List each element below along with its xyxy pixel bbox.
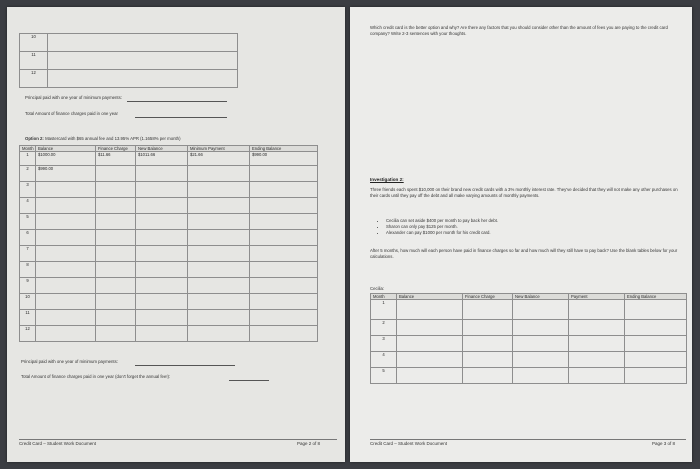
row-month: 4 <box>371 352 397 368</box>
empty-cell[interactable] <box>188 230 250 246</box>
table-row <box>20 152 318 166</box>
empty-cell[interactable] <box>96 230 136 246</box>
empty-cell[interactable] <box>36 278 96 294</box>
empty-cell[interactable] <box>36 246 96 262</box>
row-month: 8 <box>20 262 36 278</box>
row-ending-balance: $990.00 <box>250 152 318 166</box>
empty-cell[interactable] <box>188 246 250 262</box>
table-row <box>20 310 318 326</box>
total-line-2 <box>21 374 170 379</box>
table-row <box>371 300 687 320</box>
left-page <box>7 7 345 462</box>
row-month: 6 <box>20 230 36 246</box>
empty-cell[interactable] <box>250 278 318 294</box>
header-ending-balance: Ending Balance <box>250 146 318 152</box>
table-row <box>20 214 318 230</box>
empty-cell[interactable] <box>250 230 318 246</box>
empty-cell[interactable] <box>250 166 318 182</box>
empty-cell[interactable] <box>36 310 96 326</box>
empty-cell[interactable] <box>397 336 463 352</box>
empty-cell[interactable] <box>397 300 463 320</box>
empty-cell[interactable] <box>250 198 318 214</box>
header-finance-charge: Finance Charge <box>96 146 136 152</box>
empty-cell[interactable] <box>188 294 250 310</box>
table-row <box>20 262 318 278</box>
table-row <box>371 368 687 384</box>
footer-title-right: Credit Card – Student Work Document <box>370 441 447 446</box>
empty-cell[interactable] <box>625 336 687 352</box>
header-balance: Balance <box>36 146 96 152</box>
empty-cell[interactable] <box>136 182 188 198</box>
empty-cell[interactable] <box>96 214 136 230</box>
header-new-balance: New Balance <box>513 294 569 300</box>
empty-cell[interactable] <box>36 198 96 214</box>
top-table <box>19 33 238 88</box>
empty-cell[interactable] <box>188 326 250 342</box>
total-label-1: Total Amount of finance charges paid in one year <box>25 111 118 116</box>
investigation-paragraph: Three friends each spent $10,000 on their brand new credit cards with a 3% monthly interest rate. They've decided that they will not make any other purchases on their cards until they pay off the debt and all make varying amounts of monthly payments. <box>370 187 678 199</box>
option2-label: Option 2: <box>25 136 44 141</box>
empty-cell[interactable] <box>36 182 96 198</box>
empty-cell[interactable] <box>136 294 188 310</box>
row-new-balance: $1011.66 <box>136 152 188 166</box>
empty-cell[interactable] <box>569 352 625 368</box>
empty-cell[interactable] <box>569 336 625 352</box>
row-month: 3 <box>371 336 397 352</box>
footer-title-left: Credit Card – Student Work Document <box>19 441 96 446</box>
empty-cell[interactable] <box>136 326 188 342</box>
empty-cell[interactable] <box>397 368 463 384</box>
table-row <box>20 278 318 294</box>
empty-cell[interactable] <box>569 300 625 320</box>
empty-cell[interactable] <box>188 310 250 326</box>
table-row <box>371 320 687 336</box>
row-finance-charge: $11.66 <box>96 152 136 166</box>
empty-cell[interactable] <box>188 278 250 294</box>
empty-cell[interactable] <box>250 182 318 198</box>
empty-cell[interactable] <box>397 320 463 336</box>
row-month: 10 <box>20 294 36 310</box>
empty-cell[interactable] <box>250 310 318 326</box>
table-row <box>20 230 318 246</box>
empty-cell[interactable] <box>36 230 96 246</box>
empty-cell[interactable] <box>513 320 569 336</box>
empty-cell[interactable] <box>136 166 188 182</box>
empty-cell[interactable] <box>188 198 250 214</box>
table-row <box>371 352 687 368</box>
empty-cell[interactable] <box>96 294 136 310</box>
row-month: 12 <box>20 326 36 342</box>
total-line-1 <box>25 111 118 116</box>
investigation-title: Investigation 2: <box>370 177 404 182</box>
header-finance-charge: Finance Charge <box>463 294 513 300</box>
table-row <box>371 336 687 352</box>
empty-cell[interactable] <box>250 262 318 278</box>
header-balance: Balance <box>397 294 463 300</box>
payment-bullets <box>376 218 682 236</box>
empty-cell[interactable] <box>96 326 136 342</box>
empty-cell[interactable] <box>250 246 318 262</box>
after-paragraph: After 5 months, how much will each person have paid in finance charges so far and how much will they still have to pay back? Use the blank tables below for your calculations. <box>370 248 678 260</box>
row-month: 2 <box>20 166 36 182</box>
row-month: 7 <box>20 246 36 262</box>
table-row <box>20 166 318 182</box>
top-table-month: 12 <box>20 70 48 88</box>
right-page <box>350 7 692 462</box>
empty-cell[interactable] <box>513 368 569 384</box>
empty-cell[interactable] <box>136 230 188 246</box>
question-text: Which credit card is the better option and why? Are there any factors that you should consider other than the amount of fees you are paying to the credit card company? Write 2-3 sentences with your thoughts. <box>370 25 668 37</box>
table-row <box>20 246 318 262</box>
row-month: 1 <box>20 152 36 166</box>
header-month: Month <box>20 146 36 152</box>
table-row <box>20 294 318 310</box>
empty-cell[interactable] <box>569 320 625 336</box>
top-table-cell <box>48 52 238 70</box>
cecilia-table <box>370 293 687 384</box>
bullet-alexander: • Alexander can pay $1000 per month for his credit card. <box>386 230 682 236</box>
row-minimum-payment: $21.66 <box>188 152 250 166</box>
principal-line-1 <box>25 95 122 100</box>
empty-cell[interactable] <box>188 182 250 198</box>
row-month: 1 <box>371 300 397 320</box>
principal-answer-blank-2[interactable] <box>135 365 235 366</box>
empty-cell[interactable] <box>96 246 136 262</box>
header-month: Month <box>371 294 397 300</box>
empty-cell[interactable] <box>250 214 318 230</box>
footer-page-left: Page 2 of 8 <box>297 441 321 446</box>
top-table-cell <box>48 34 238 52</box>
empty-cell[interactable] <box>36 326 96 342</box>
empty-cell[interactable] <box>625 320 687 336</box>
empty-cell[interactable] <box>136 198 188 214</box>
empty-cell[interactable] <box>250 326 318 342</box>
bullet-cecilia: • Cecilia can set aside $400 per month to pay back her debt. <box>386 218 682 224</box>
empty-cell[interactable] <box>136 246 188 262</box>
footer-rule-right <box>370 439 686 440</box>
empty-cell[interactable] <box>463 352 513 368</box>
total-answer-blank-2[interactable] <box>229 380 269 381</box>
option2-table <box>19 145 318 342</box>
empty-cell[interactable] <box>136 310 188 326</box>
empty-cell[interactable] <box>96 182 136 198</box>
empty-cell[interactable] <box>36 262 96 278</box>
table-row <box>20 198 318 214</box>
empty-cell[interactable] <box>463 368 513 384</box>
empty-cell[interactable] <box>96 262 136 278</box>
header-minimum-payment: Minimum Payment <box>188 146 250 152</box>
row-month: 5 <box>20 214 36 230</box>
total-answer-blank-1[interactable] <box>135 117 227 118</box>
empty-cell[interactable] <box>513 352 569 368</box>
empty-cell[interactable] <box>188 214 250 230</box>
principal-label-2: Principal paid with one year of minimum payments: <box>21 359 118 364</box>
row-balance: $1000.00 <box>36 152 96 166</box>
principal-answer-blank-1[interactable] <box>127 101 227 102</box>
table-row <box>20 182 318 198</box>
empty-cell[interactable] <box>136 278 188 294</box>
empty-cell[interactable] <box>96 166 136 182</box>
row-month: 2 <box>371 320 397 336</box>
row-balance: $990.00 <box>36 166 96 182</box>
top-table-month: 10 <box>20 34 48 52</box>
top-table-month: 11 <box>20 52 48 70</box>
principal-label-1: Principal paid with one year of minimum payments: <box>25 95 122 100</box>
option2-description: Mastercard with $65 annual fee and 13.95% APR (1.1658% per month) <box>45 136 181 141</box>
row-month: 11 <box>20 310 36 326</box>
empty-cell[interactable] <box>569 368 625 384</box>
table-row <box>20 326 318 342</box>
empty-cell[interactable] <box>96 310 136 326</box>
empty-cell[interactable] <box>136 214 188 230</box>
header-payment: Payment <box>569 294 625 300</box>
empty-cell[interactable] <box>250 294 318 310</box>
empty-cell[interactable] <box>625 368 687 384</box>
empty-cell[interactable] <box>96 198 136 214</box>
top-table-cell <box>48 70 238 88</box>
empty-cell[interactable] <box>36 294 96 310</box>
header-ending-balance: Ending Balance <box>625 294 687 300</box>
empty-cell[interactable] <box>36 214 96 230</box>
principal-line-2 <box>21 359 118 364</box>
empty-cell[interactable] <box>188 262 250 278</box>
empty-cell[interactable] <box>136 262 188 278</box>
row-month: 4 <box>20 198 36 214</box>
empty-cell[interactable] <box>463 336 513 352</box>
empty-cell[interactable] <box>513 300 569 320</box>
row-month: 9 <box>20 278 36 294</box>
row-month: 3 <box>20 182 36 198</box>
header-new-balance: New Balance <box>136 146 188 152</box>
bullet-sharon: • Sharon can only pay $125 per month. <box>386 224 682 230</box>
row-month: 5 <box>371 368 397 384</box>
empty-cell[interactable] <box>513 336 569 352</box>
person-label: Cecilia: <box>370 286 385 291</box>
empty-cell[interactable] <box>463 300 513 320</box>
footer-page-right: Page 3 of 8 <box>652 441 676 446</box>
empty-cell[interactable] <box>625 352 687 368</box>
empty-cell[interactable] <box>625 300 687 320</box>
total-label-2: Total Amount of finance charges paid in one year (don't forget the annual fee!): <box>21 374 171 379</box>
empty-cell[interactable] <box>96 278 136 294</box>
empty-cell[interactable] <box>188 166 250 182</box>
empty-cell[interactable] <box>463 320 513 336</box>
footer-rule-left <box>19 439 337 440</box>
option2-line <box>25 136 181 141</box>
empty-cell[interactable] <box>397 352 463 368</box>
